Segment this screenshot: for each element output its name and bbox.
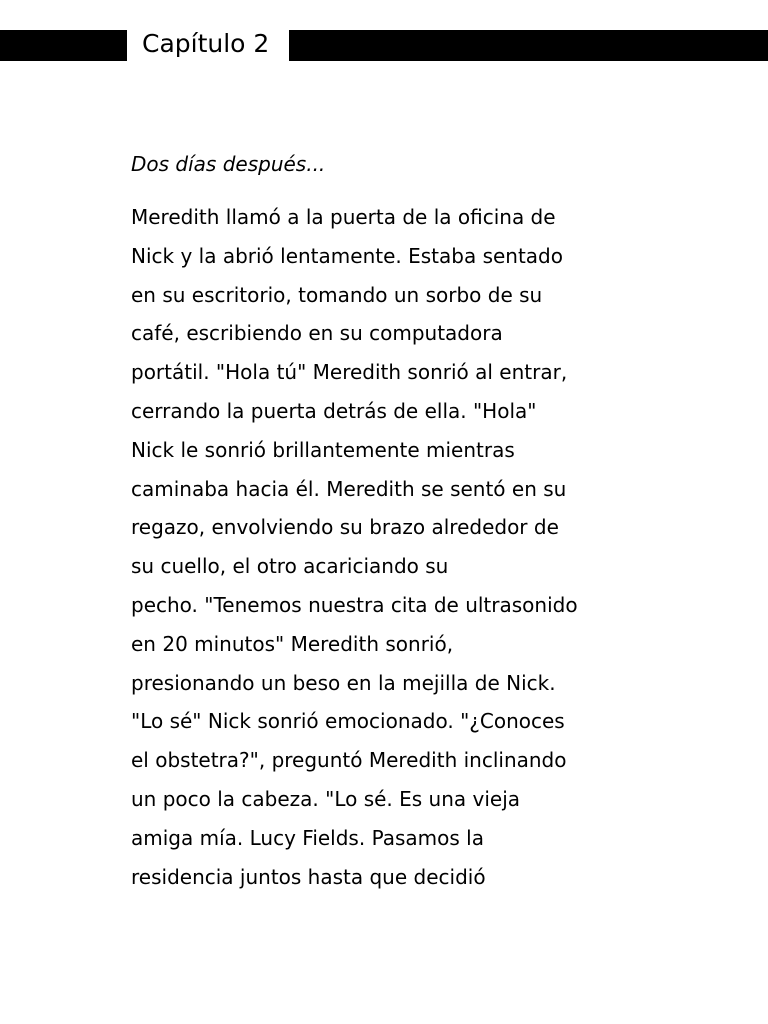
text-line: en su escritorio, tomando un sorbo de su bbox=[131, 282, 543, 307]
header-bar-left bbox=[0, 30, 127, 61]
text-line: presionando un beso en la mejilla de Nick. bbox=[131, 670, 556, 695]
text-line: el obstetra?", preguntó Meredith inclinando bbox=[131, 748, 567, 773]
chapter-header bbox=[0, 30, 768, 61]
chapter-subtitle: Dos días después... bbox=[131, 152, 326, 176]
text-line: Nick le sonrió brillantemente mientras bbox=[131, 437, 515, 462]
text-line: cerrando la puerta detrás de ella. "Hola" bbox=[131, 398, 537, 423]
header-bar-right bbox=[289, 30, 768, 61]
text-line: regazo, envolviendo su brazo alrededor de bbox=[131, 515, 559, 540]
body-paragraph bbox=[131, 198, 637, 896]
chapter-title: Capítulo 2 bbox=[142, 29, 270, 58]
text-line: en 20 minutos" Meredith sonrió, bbox=[131, 631, 454, 656]
text-line: café, escribiendo en su computadora bbox=[131, 321, 503, 346]
text-line: portátil. "Hola tú" Meredith sonrió al entrar, bbox=[131, 360, 568, 385]
text-line: un poco la cabeza. "Lo sé. Es una vieja bbox=[131, 786, 521, 811]
text-line: Nick y la abrió lentamente. Estaba sentado bbox=[131, 243, 563, 268]
text-line: Meredith llamó a la puerta de la oficina de bbox=[131, 205, 556, 229]
page-content bbox=[131, 145, 637, 896]
text-line: amiga mía. Lucy Fields. Pasamos la bbox=[131, 825, 484, 850]
text-line: caminaba hacia él. Meredith se sentó en su bbox=[131, 476, 567, 501]
text-line: pecho. "Tenemos nuestra cita de ultrasonido bbox=[131, 592, 578, 617]
text-line: su cuello, el otro acariciando su bbox=[131, 554, 449, 579]
text-line: "Lo sé" Nick sonrió emocionado. "¿Conoces bbox=[131, 709, 565, 734]
text-line: residencia juntos hasta que decidió bbox=[131, 864, 486, 889]
